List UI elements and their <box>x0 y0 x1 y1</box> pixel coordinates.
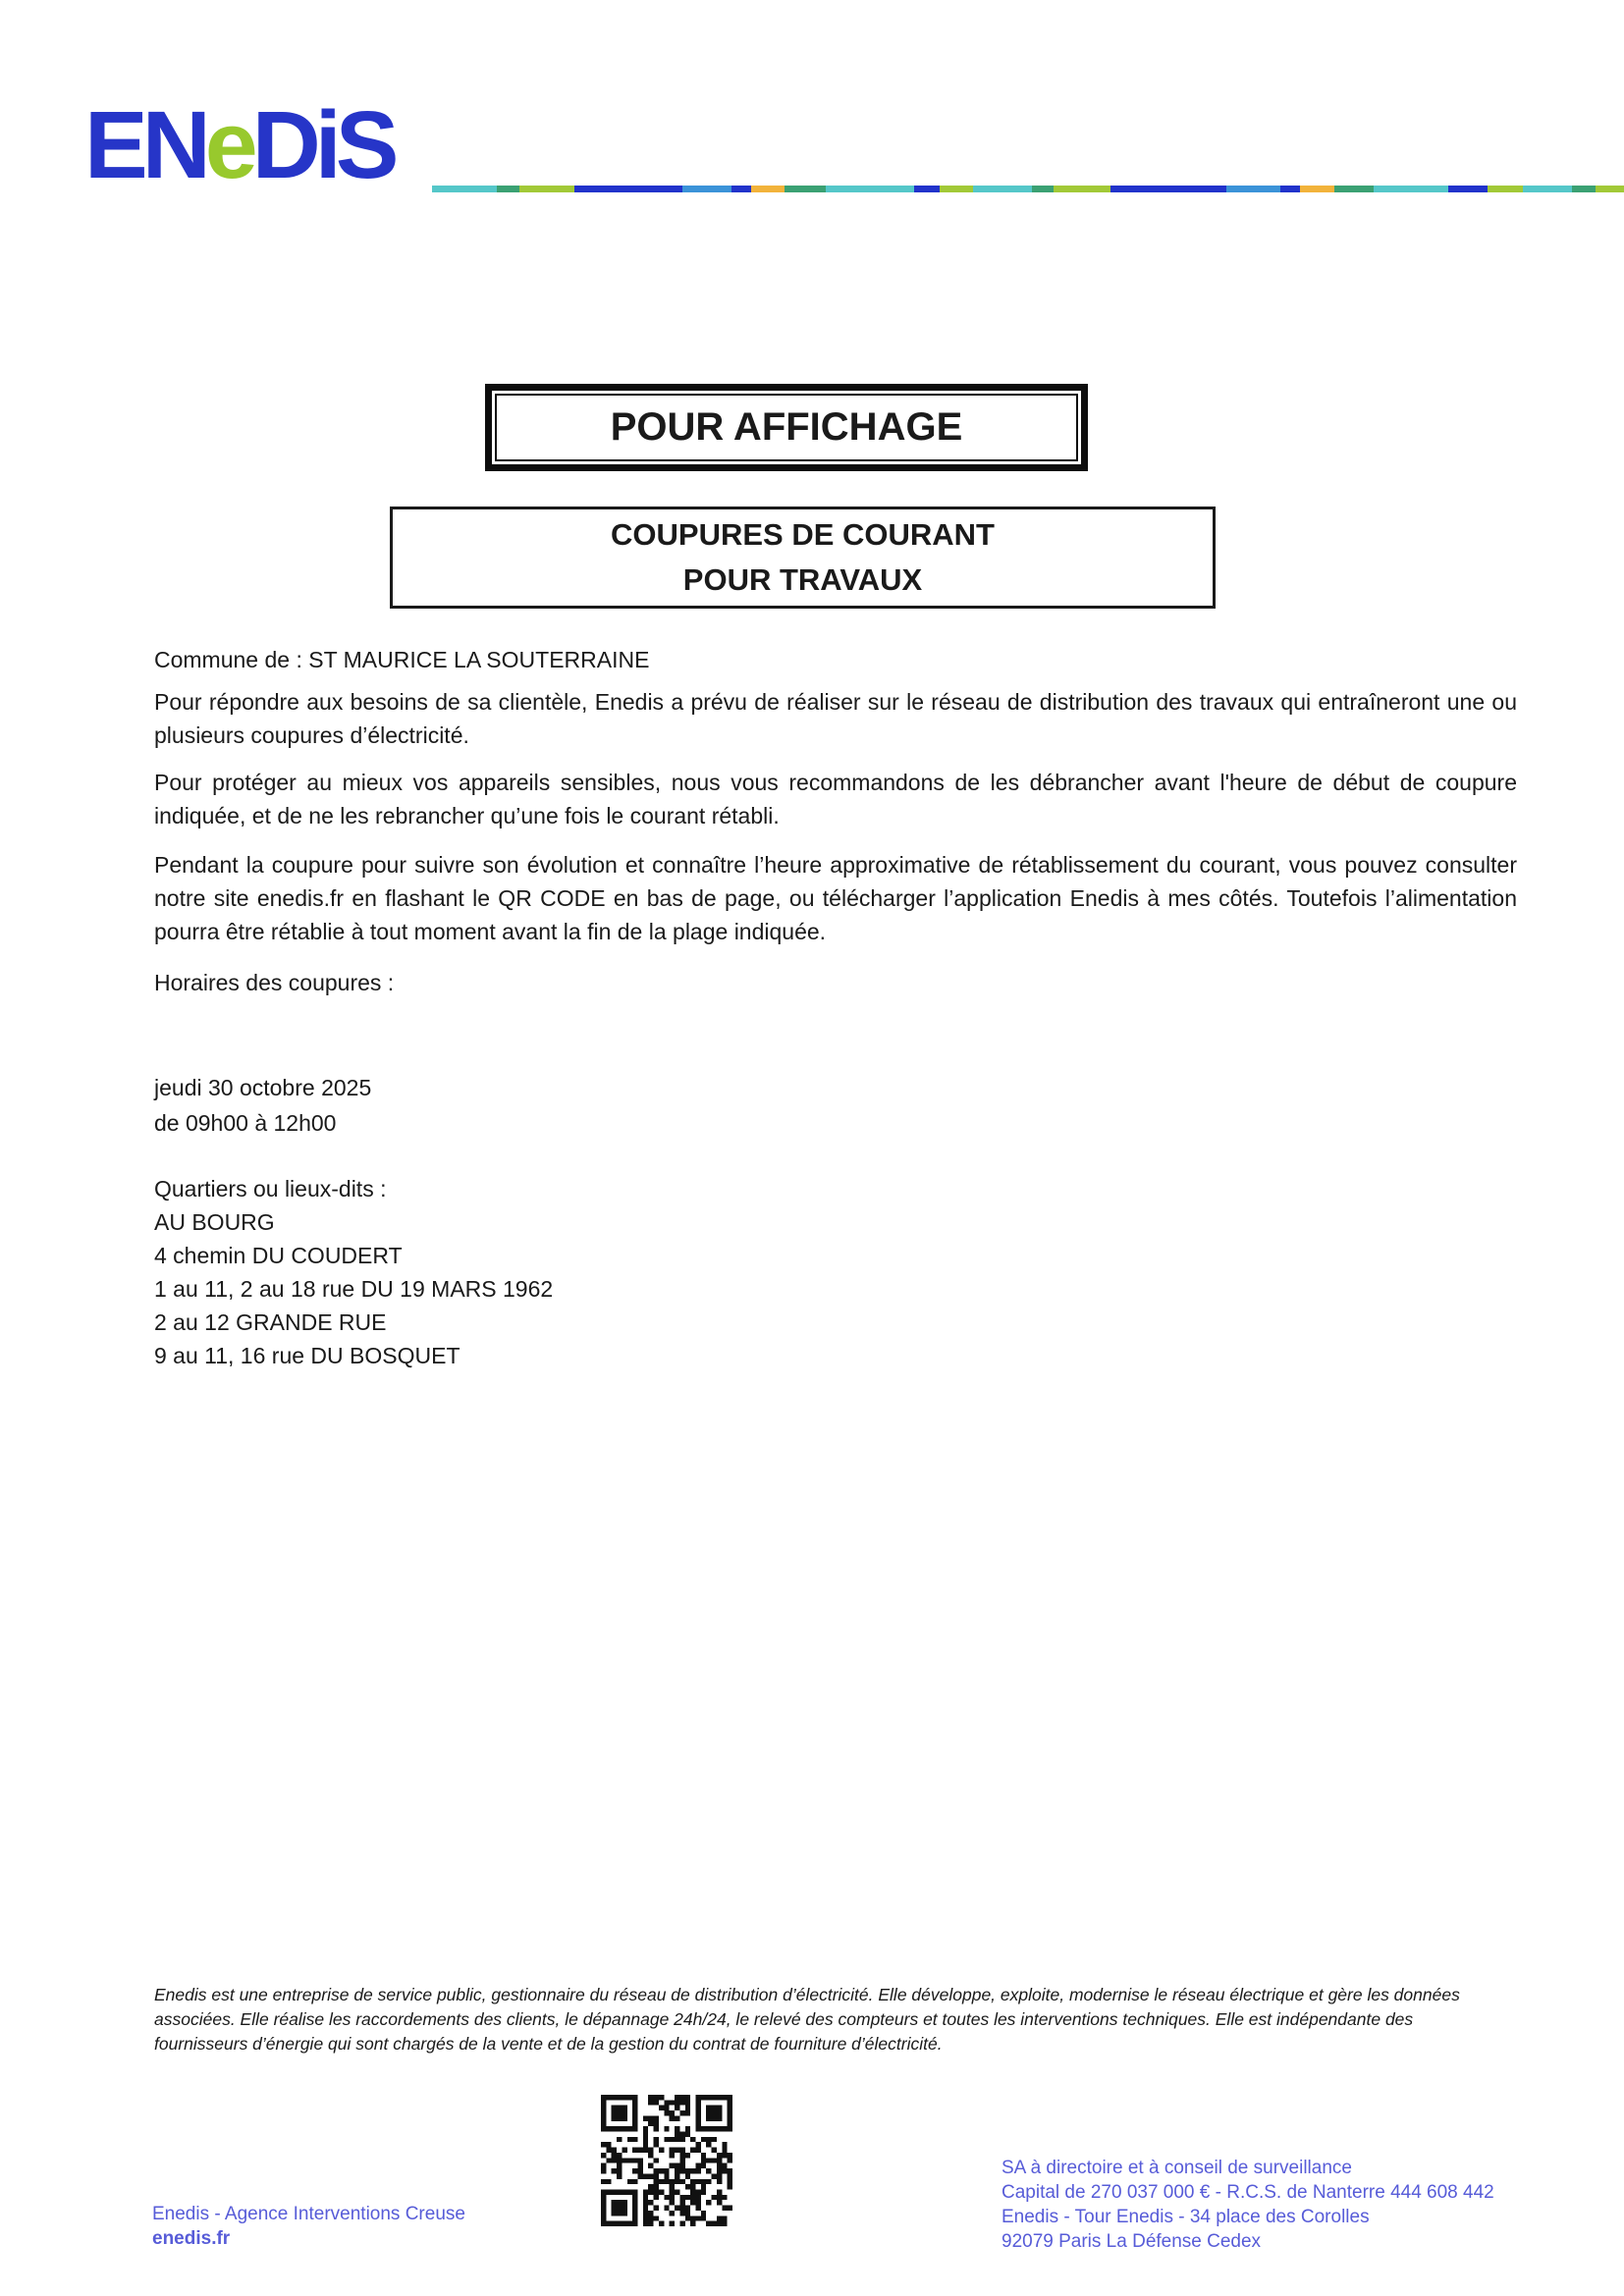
separator-segment <box>682 186 731 192</box>
paragraph-protection-advice: Pour protéger au mieux vos appareils sensibles, nous vous recommandons de les débrancher avant l'heure de début de coupure indiquée, et de ne les rebrancher qu’une fois le courant rétabli. <box>154 770 1517 828</box>
separator-segment <box>497 186 519 192</box>
pour-affichage-banner-inner-frame <box>495 394 1078 461</box>
qr-code <box>601 2095 732 2226</box>
quartiers-list <box>154 1205 1517 1372</box>
pour-affichage-banner <box>485 384 1088 471</box>
paragraph-intro: Pour répondre aux besoins de sa clientèle, Enedis a prévu de réaliser sur le réseau de distribution des travaux qui entraîneront une ou plusieurs coupures d’électricité. <box>154 689 1517 748</box>
footer-legal-line: Enedis - Tour Enedis - 34 place des Corolles <box>1001 2207 1370 2227</box>
schedule-line: de 09h00 à 12h00 <box>154 1110 337 1136</box>
footer-legal-line: SA à directoire et à conseil de surveillance <box>1001 2158 1352 2178</box>
separator-segment <box>751 186 785 192</box>
logo-text-blue-right: DiS <box>251 91 394 198</box>
separator-segment <box>1110 186 1226 192</box>
horaires-label: Horaires des coupures : <box>154 970 395 995</box>
separator-segment <box>1596 186 1624 192</box>
separator-segment <box>1300 186 1334 192</box>
separator-segment <box>1572 186 1596 192</box>
notice-title-line2: POUR TRAVAUX <box>682 562 923 597</box>
separator-segment <box>914 186 940 192</box>
schedule-line: jeudi 30 octobre 2025 <box>154 1075 372 1100</box>
logo-text-blue-left: EN <box>84 91 205 198</box>
separator-segment <box>785 186 826 192</box>
quartiers-label: Quartiers ou lieux-dits : <box>154 1176 387 1201</box>
separator-segment <box>1280 186 1300 192</box>
footer-legal-line: Capital de 270 037 000 € - R.C.S. de Nanterre 444 608 442 <box>1001 2182 1494 2203</box>
separator-segment <box>1374 186 1448 192</box>
quartier-line: 1 au 11, 2 au 18 rue DU 19 MARS 1962 <box>154 1276 554 1302</box>
separator-segment <box>826 186 914 192</box>
quartier-line: 4 chemin DU COUDERT <box>154 1243 403 1268</box>
quartier-line: AU BOURG <box>154 1209 275 1235</box>
coupures-notice-box <box>390 507 1216 609</box>
separator-segment <box>519 186 574 192</box>
quartier-line: 2 au 12 GRANDE RUE <box>154 1309 387 1335</box>
enedis-logo <box>84 91 394 198</box>
logo-text-green-e: e <box>204 91 252 198</box>
separator-segment <box>1054 186 1110 192</box>
quartiers-block <box>154 1172 1517 1372</box>
separator-segment <box>973 186 1032 192</box>
separator-segment <box>574 186 682 192</box>
separator-segment <box>432 186 497 192</box>
schedule-block <box>154 1070 1517 1141</box>
commune-line: Commune de : ST MAURICE LA SOUTERRAINE <box>154 647 650 672</box>
separator-segment <box>1226 186 1280 192</box>
separator-segment <box>940 186 973 192</box>
footer-agency-line: Enedis - Agence Interventions Creuse <box>152 2204 465 2224</box>
separator-segment <box>1334 186 1374 192</box>
legal-paragraph: Enedis est une entreprise de service public, gestionnaire du réseau de distribution d’électricité. Elle développe, exploite, modernise le réseau électrique et gère les données associées. Elle réalise les raccordements des clients, le dépannage 24h/24, le relevé des compteurs et toutes les interventions techniques. Elle est indépendante des fournisseurs d’énergie qui sont chargés de la vente et de la gestion du contrat de fourniture d’électricité. <box>154 1985 1460 2054</box>
footer-website: enedis.fr <box>152 2228 231 2249</box>
paragraph-qr-info: Pendant la coupure pour suivre son évolution et connaître l’heure approximative de rétablissement du courant, vous pouvez consulter notre site enedis.fr en flashant le QR CODE en bas de page, ou télécharger l’application Enedis à mes côtés. Toutefois l’alimentation pourra être rétablie à tout moment avant la fin de la plage indiquée. <box>154 852 1517 944</box>
footer-legal-line: 92079 Paris La Défense Cedex <box>1001 2231 1262 2252</box>
separator-segment <box>1032 186 1054 192</box>
banner-title: POUR AFFICHAGE <box>610 405 963 449</box>
separator-segment <box>1488 186 1523 192</box>
separator-segment <box>1523 186 1572 192</box>
footer-right-block <box>1001 2156 1494 2254</box>
brand-color-separator-line <box>432 186 1624 192</box>
separator-segment <box>1448 186 1488 192</box>
separator-segment <box>731 186 751 192</box>
quartier-line: 9 au 11, 16 rue DU BOSQUET <box>154 1343 460 1368</box>
footer-left-block <box>152 2202 465 2251</box>
notice-title-line1: COUPURES DE COURANT <box>611 517 995 552</box>
